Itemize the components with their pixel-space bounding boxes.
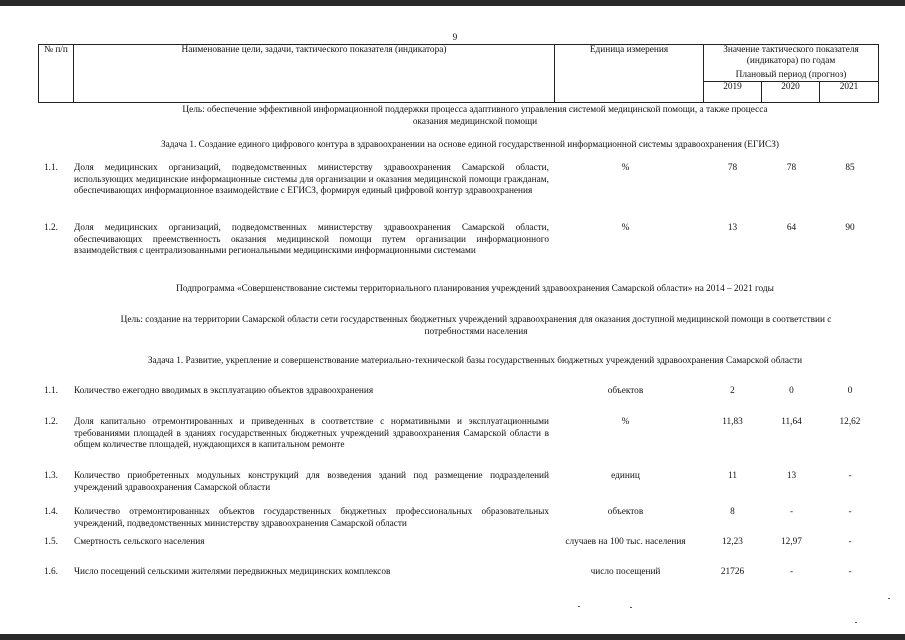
task-2-heading: Задача 1. Развитие, укрепление и совершенствование материально-технической базы государственных бюджетных учреждений здравоохранения Самарской области xyxy=(147,356,803,366)
header-col-plan-label: Плановый период (прогноз) xyxy=(735,70,847,80)
header-col-name-label: Наименование цели, задачи, тактического показателя (индикатора) xyxy=(181,45,447,55)
row-indicator-text: Доля медицинских организаций, подведомственных министерству здравоохранения Самарской области, использующих медицинские информационные системы для организации и оказания медицинской помощи гражданам, обеспечивающих информационное взаимодействие с ЕГИСЗ, формируя единый цифровой контур здравоохранения xyxy=(74,163,549,197)
header-col-values-label: Значение тактического показателя (индикатора) по годам xyxy=(723,45,859,66)
goal-1-heading: Цель: обеспечение эффективной информационной поддержки процесса адаптивного управления системой медицинской помощи, а также процесса оказания медицинской помощи xyxy=(182,105,768,127)
row-unit: случаев на 100 тыс. населения xyxy=(565,537,686,547)
row-value-2021: - xyxy=(848,567,852,577)
row-value-2021: 90 xyxy=(845,223,855,233)
row-value-2020: 13 xyxy=(786,471,797,481)
row-value-2021: - xyxy=(848,471,852,481)
row-value-2019: 8 xyxy=(730,507,735,517)
subprogram-heading: Подпрограмма «Совершенствование системы территориального планирования учреждений здравоохранения Самарской области» на 2014 – 2021 годы xyxy=(176,284,774,294)
header-year-2021-label: 2021 xyxy=(839,82,859,92)
row-indicator-text: Смертность сельского населения xyxy=(74,537,205,547)
row-value-2021: 85 xyxy=(845,163,855,173)
table-header xyxy=(38,44,879,103)
bottom-scan-border xyxy=(0,634,905,640)
header-col-num-label: № п/п xyxy=(44,45,68,55)
header-year-2020-label: 2020 xyxy=(781,82,800,92)
row-value-2021: - xyxy=(848,537,852,547)
row-value-2019: 21726 xyxy=(720,567,745,577)
row-value-2021: 0 xyxy=(847,386,853,396)
row-unit: объектов xyxy=(607,386,644,396)
page-number: 9 xyxy=(452,33,458,43)
row-number: 1.3. xyxy=(44,471,58,481)
row-indicator-text: Число посещений сельскими жителями передвижных медицинских комплексов xyxy=(74,567,391,577)
row-unit: % xyxy=(621,417,630,427)
scan-speck xyxy=(630,607,632,608)
row-unit: % xyxy=(621,163,630,173)
row-indicator-text: Доля капитально отремонтированных и приведенных в соответствие с нормативными и эксплуатационными требованиями площадей в зданиях государственных бюджетных учреждений здравоохранения Самарской области в общем количестве площадей, нуждающихся в капитальном ремонте xyxy=(74,417,549,451)
header-year-2019-label: 2019 xyxy=(723,82,742,92)
row-value-2019: 13 xyxy=(727,223,738,233)
row-number: 1.2. xyxy=(44,417,58,427)
row-value-2019: 78 xyxy=(727,163,738,173)
row-number: 1.1. xyxy=(44,163,58,173)
scan-speck xyxy=(855,622,857,623)
header-col-values xyxy=(703,44,879,70)
row-value-2020: 64 xyxy=(786,223,797,233)
row-value-2020: 11,64 xyxy=(781,417,802,427)
header-col-name xyxy=(73,44,555,103)
header-year-2019 xyxy=(703,81,762,103)
header-year-2020 xyxy=(761,81,820,103)
header-col-num xyxy=(38,44,74,103)
row-unit: объектов xyxy=(607,507,644,517)
top-scan-border xyxy=(0,0,905,6)
row-value-2019: 2 xyxy=(730,386,735,396)
row-value-2019: 11 xyxy=(728,471,737,481)
row-value-2020: 78 xyxy=(786,163,797,173)
row-value-2021: - xyxy=(848,507,852,517)
row-indicator-text: Количество отремонтированных объектов государственных бюджетных профессиональных образовательных учреждений, подведомственных министерству здравоохранения Самарской области xyxy=(74,507,549,529)
row-value-2019: 12,23 xyxy=(722,537,743,547)
scan-speck xyxy=(578,606,580,607)
row-value-2020: 0 xyxy=(789,386,794,396)
row-number: 1.5. xyxy=(44,537,58,547)
row-value-2021: 12,62 xyxy=(839,417,861,427)
goal-2-heading: Цель: создание на территории Самарской области сети государственных бюджетных учреждений здравоохранения для оказания доступной медицинской помощи в соответствии с потребностями населения xyxy=(120,315,832,337)
header-col-unit xyxy=(554,44,704,103)
row-number: 1.2. xyxy=(44,223,58,233)
row-number: 1.1. xyxy=(44,386,58,396)
row-value-2019: 11,83 xyxy=(722,417,743,427)
scan-speck xyxy=(888,598,890,599)
row-value-2020: 12,97 xyxy=(781,537,802,547)
task-1-heading: Задача 1. Создание единого цифрового контура в здравоохранении на основе единой государственной информационной системы здравоохранения (ЕГИСЗ) xyxy=(160,140,780,150)
row-unit: число посещений xyxy=(590,567,661,577)
row-number: 1.6. xyxy=(44,567,58,577)
row-unit: % xyxy=(621,223,630,233)
row-value-2020: - xyxy=(789,567,794,577)
row-unit: единиц xyxy=(611,471,640,481)
row-indicator-text: Доля медицинских организаций, подведомственных министерству здравоохранения Самарской области, обеспечивающих преемственность оказания медицинской помощи путем организации информационного взаимодействия с централизованными региональными медицинскими информационными системами xyxy=(74,223,549,257)
row-indicator-text: Количество приобретенных модульных конструкций для возведения зданий под размещение подразделений учреждений здравоохранения Самарской области xyxy=(74,471,549,493)
header-col-unit-label: Единица измерения xyxy=(589,45,669,55)
row-value-2020: - xyxy=(789,507,794,517)
header-year-2021 xyxy=(819,81,879,103)
row-indicator-text: Количество ежегодно вводимых в эксплуатацию объектов здравоохранения xyxy=(74,386,374,396)
row-number: 1.4. xyxy=(44,507,58,517)
